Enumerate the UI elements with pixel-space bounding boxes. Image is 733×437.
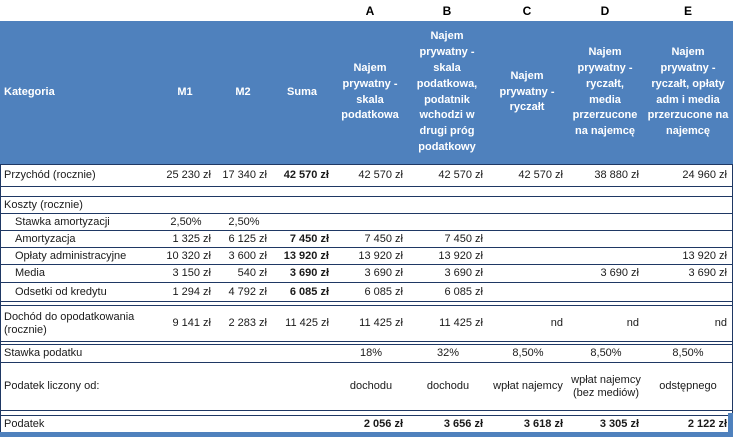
row-stawka-podatku-cell-6[interactable]: 8,50% (590, 347, 622, 360)
row-podatek-cell-2[interactable] (272, 416, 334, 432)
row-podatek-cell-3[interactable]: 2 056 zł (363, 417, 403, 430)
row-przychod-cell-3[interactable]: 42 570 zł (358, 169, 403, 182)
row-dochod-do-opodatkowania-cell-3[interactable]: 11 425 zł (359, 317, 403, 330)
row-amortyzacja-cell-0[interactable]: 1 325 zł (172, 232, 211, 245)
row-media-label[interactable]: Media (15, 267, 45, 280)
row-dochod-do-opodatkowania-cell-7[interactable]: nd (714, 317, 727, 330)
row-oplaty-administracyjne-cell-3[interactable]: 13 920 zł (358, 249, 403, 262)
row-przychod-cell-6[interactable]: 38 880 zł (594, 169, 639, 182)
column-letters-row (0, 0, 733, 21)
row-amortyzacja-cell-5[interactable] (488, 231, 568, 247)
row-koszty-cell-4[interactable] (408, 197, 488, 213)
header-col-c[interactable]: Najem prywatny - ryczałt (499, 69, 555, 114)
selection-corner-artifact (728, 413, 733, 433)
row-amortyzacja (1, 231, 732, 248)
row-oplaty-administracyjne-cell-5[interactable] (488, 248, 568, 264)
row-dochod-do-opodatkowania-cell-2[interactable]: 11 425 zł (285, 317, 329, 330)
row-oplaty-administracyjne-cell-4[interactable]: 13 920 zł (438, 249, 483, 262)
row-stawka-amortyzacji-cell-6[interactable] (568, 214, 644, 230)
column-letter-c[interactable]: C (522, 3, 532, 18)
row-dochod-do-opodatkowania-cell-6[interactable]: nd (626, 317, 639, 330)
row-podatek-liczony-od-label[interactable]: Podatek liczony od: (4, 380, 100, 393)
row-koszty-cell-7[interactable] (644, 197, 732, 213)
row-podatek-liczony-od-cell-3[interactable]: dochodu (349, 380, 393, 393)
row-przychod-cell-2[interactable]: 42 570 zł (283, 169, 329, 182)
row-koszty-cell-5[interactable] (488, 197, 568, 213)
row-podatek-liczony-od-cell-0[interactable] (156, 363, 216, 410)
row-odsetki-od-kredytu-cell-3[interactable]: 6 085 zł (364, 285, 403, 298)
row-podatek (1, 416, 732, 433)
row-oplaty-administracyjne-cell-2[interactable]: 13 920 zł (283, 249, 329, 262)
row-stawka-podatku-cell-3[interactable]: 18% (359, 347, 383, 360)
row-dochod-do-opodatkowania-cell-1[interactable]: 2 283 zł (228, 317, 267, 330)
row-przychod-cell-7[interactable]: 24 960 zł (682, 169, 727, 182)
row-stawka-podatku-cell-4[interactable]: 32% (436, 347, 460, 360)
row-podatek-cell-6[interactable]: 3 305 zł (599, 417, 639, 430)
row-podatek-label[interactable]: Podatek (4, 417, 45, 430)
row-podatek-liczony-od-cell-7[interactable]: odstępnego (659, 380, 717, 393)
row-stawka-podatku-cell-1[interactable] (216, 345, 272, 362)
row-podatek-liczony-od-cell-2[interactable] (272, 363, 334, 410)
row-podatek-cell-0[interactable] (156, 416, 216, 432)
row-odsetki-od-kredytu-cell-0[interactable]: 1 294 zł (172, 285, 211, 298)
row-odsetki-od-kredytu (1, 283, 732, 302)
table-body (0, 164, 733, 433)
row-stawka-amortyzacji (1, 214, 732, 231)
row-stawka-podatku-cell-7[interactable]: 8,50% (672, 347, 704, 360)
row-przychod-cell-0[interactable]: 25 230 zł (166, 169, 211, 182)
table-header-row (0, 21, 733, 164)
row-stawka-amortyzacji-cell-1[interactable]: 2,50% (228, 215, 260, 228)
row-media (1, 265, 732, 283)
row-podatek-liczony-od-cell-6[interactable]: wpłat najemcy (bez mediów) (571, 373, 641, 399)
row-media-cell-1[interactable]: 540 zł (237, 267, 267, 280)
row-podatek-cell-5[interactable]: 3 618 zł (523, 417, 563, 430)
spacer-row (1, 187, 732, 197)
row-media-cell-3[interactable]: 3 690 zł (364, 267, 403, 280)
row-stawka-podatku-cell-0[interactable] (156, 345, 216, 362)
header-suma[interactable]: Suma (287, 85, 317, 98)
row-dochod-do-opodatkowania-cell-5[interactable]: nd (550, 317, 563, 330)
column-letter-e[interactable]: E (683, 3, 692, 18)
row-podatek-cell-4[interactable]: 3 656 zł (443, 417, 483, 430)
header-m2[interactable]: M2 (235, 85, 251, 98)
column-letter-b[interactable]: B (442, 3, 452, 18)
row-dochod-do-opodatkowania-cell-0[interactable]: 9 141 zł (172, 317, 211, 330)
row-stawka-podatku-cell-2[interactable] (272, 345, 334, 362)
column-letter-d[interactable]: D (600, 3, 610, 18)
row-podatek-liczony-od-cell-4[interactable]: dochodu (426, 380, 470, 393)
row-przychod (1, 165, 732, 187)
row-koszty-cell-6[interactable] (568, 197, 644, 213)
header-m1[interactable]: M1 (177, 85, 193, 98)
row-media-cell-7[interactable]: 3 690 zł (688, 267, 727, 280)
row-koszty-cell-3[interactable] (334, 197, 408, 213)
row-stawka-amortyzacji-cell-3[interactable] (334, 214, 408, 230)
row-oplaty-administracyjne-cell-1[interactable]: 3 600 zł (228, 249, 267, 262)
row-stawka-amortyzacji-cell-7[interactable] (644, 214, 732, 230)
row-stawka-podatku-cell-5[interactable]: 8,50% (512, 347, 544, 360)
row-odsetki-od-kredytu-cell-1[interactable]: 4 792 zł (228, 285, 267, 298)
row-koszty (1, 197, 732, 214)
row-media-cell-4[interactable]: 3 690 zł (444, 267, 483, 280)
row-stawka-amortyzacji-cell-2[interactable] (272, 214, 334, 230)
column-letter-a[interactable]: A (365, 3, 375, 18)
header-col-b[interactable]: Najem prywatny - skala podatkowa, podatnik wchodzi w drugi próg podatkowy (416, 29, 478, 154)
row-koszty-cell-2[interactable] (272, 197, 334, 213)
row-koszty-cell-0[interactable] (156, 197, 216, 213)
row-odsetki-od-kredytu-label[interactable]: Odsetki od kredytu (15, 285, 107, 298)
header-col-e[interactable]: Najem prywatny - ryczałt, opłaty adm i media przerzucone na najemcę (647, 45, 729, 138)
row-przychod-label[interactable]: Przychód (rocznie) (4, 169, 96, 182)
row-dochod-do-opodatkowania (1, 306, 732, 342)
row-odsetki-od-kredytu-cell-7[interactable] (644, 283, 732, 301)
row-amortyzacja-cell-4[interactable]: 7 450 zł (444, 232, 483, 245)
row-amortyzacja-cell-3[interactable]: 7 450 zł (364, 232, 403, 245)
row-stawka-podatku-label[interactable]: Stawka podatku (4, 347, 83, 360)
row-dochod-do-opodatkowania-label[interactable]: Dochód do opodatkowania (rocznie) (4, 310, 135, 336)
row-podatek-liczony-od (1, 363, 732, 411)
row-przychod-cell-1[interactable]: 17 340 zł (222, 169, 267, 182)
row-podatek-liczony-od-cell-5[interactable]: wpłat najemcy (493, 380, 563, 393)
row-przychod-cell-4[interactable]: 42 570 zł (438, 169, 483, 182)
row-odsetki-od-kredytu-cell-4[interactable]: 6 085 zł (444, 285, 483, 298)
row-odsetki-od-kredytu-cell-6[interactable] (568, 283, 644, 301)
row-przychod-cell-5[interactable]: 42 570 zł (518, 169, 563, 182)
header-kategoria[interactable]: Kategoria (4, 85, 55, 98)
row-dochod-do-opodatkowania-cell-4[interactable]: 11 425 zł (439, 317, 483, 330)
row-amortyzacja-cell-6[interactable] (568, 231, 644, 247)
row-oplaty-administracyjne-cell-7[interactable]: 13 920 zł (682, 249, 727, 262)
row-odsetki-od-kredytu-cell-2[interactable]: 6 085 zł (289, 285, 329, 298)
row-podatek-cell-1[interactable] (216, 416, 272, 432)
row-media-cell-2[interactable]: 3 690 zł (289, 267, 329, 280)
row-media-cell-6[interactable]: 3 690 zł (600, 267, 639, 280)
header-col-a[interactable]: Najem prywatny - skala podatkowa (341, 61, 399, 122)
row-media-cell-0[interactable]: 3 150 zł (172, 267, 211, 280)
row-podatek-cell-7[interactable]: 2 122 zł (687, 417, 727, 430)
row-stawka-podatku (1, 345, 732, 363)
row-stawka-amortyzacji-cell-4[interactable] (408, 214, 488, 230)
row-oplaty-administracyjne-cell-6[interactable] (568, 248, 644, 264)
row-oplaty-administracyjne-cell-0[interactable]: 10 320 zł (166, 249, 211, 262)
row-stawka-amortyzacji-label[interactable]: Stawka amortyzacji (15, 215, 110, 228)
row-oplaty-administracyjne (1, 248, 732, 265)
row-amortyzacja-cell-2[interactable]: 7 450 zł (289, 232, 329, 245)
row-oplaty-administracyjne-label[interactable]: Opłaty administracyjne (15, 249, 127, 262)
row-amortyzacja-cell-7[interactable] (644, 231, 732, 247)
row-stawka-amortyzacji-cell-5[interactable] (488, 214, 568, 230)
row-media-cell-5[interactable] (488, 265, 568, 282)
header-col-d[interactable]: Najem prywatny - ryczałt, media przerzucone na najemcę (572, 45, 638, 138)
row-amortyzacja-cell-1[interactable]: 6 125 zł (228, 232, 267, 245)
row-podatek-liczony-od-cell-1[interactable] (216, 363, 272, 410)
row-koszty-label[interactable]: Koszty (rocznie) (4, 198, 83, 211)
footer-blue-bar (0, 432, 733, 437)
row-koszty-cell-1[interactable] (216, 197, 272, 213)
row-odsetki-od-kredytu-cell-5[interactable] (488, 283, 568, 301)
row-amortyzacja-label[interactable]: Amortyzacja (15, 232, 76, 245)
row-stawka-amortyzacji-cell-0[interactable]: 2,50% (170, 215, 202, 228)
